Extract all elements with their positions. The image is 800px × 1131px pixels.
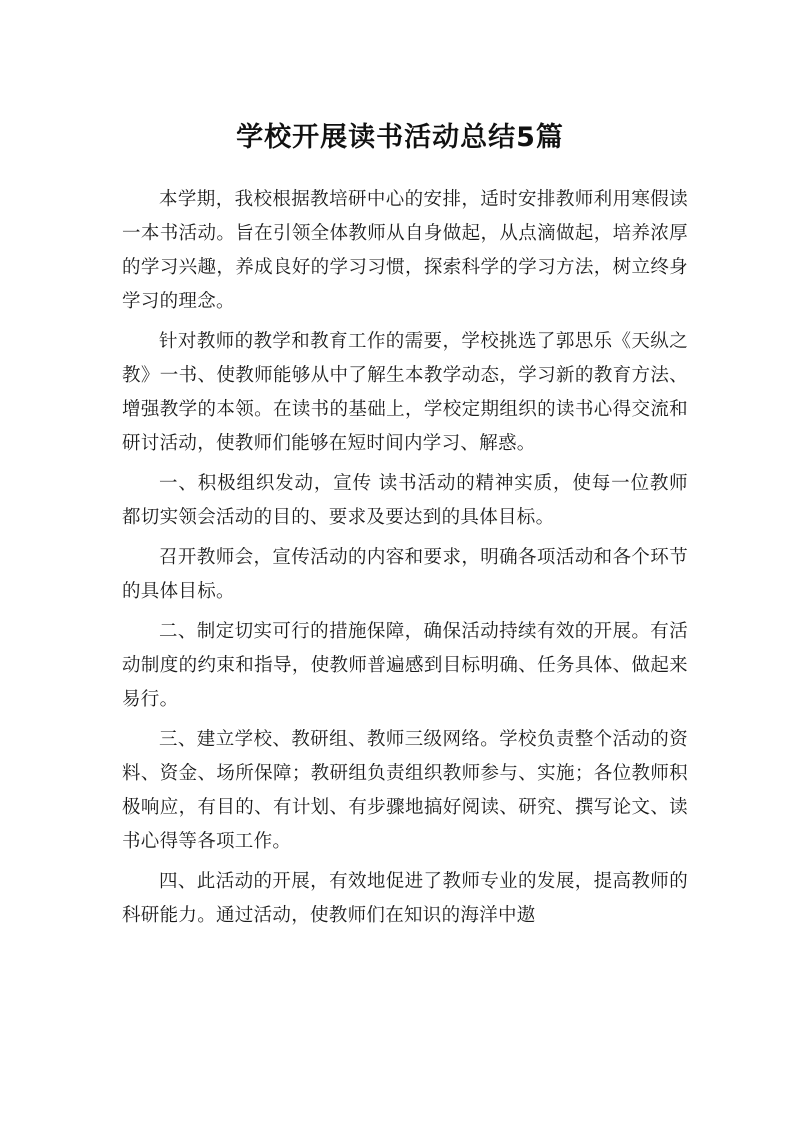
document-body (122, 183, 688, 939)
paragraph-1: 本学期，我校根据教培研中心的安排，适时安排教师利用寒假读一本书活动。旨在引领全体教师从自身做起，从点滴做起，培养浓厚的学习兴趣，养成良好的学习习惯，探索科学的学习方法，树立终身学习的理念。 (122, 189, 688, 312)
paragraph-4: 召开教师会，宣传活动的内容和要求，明确各项活动和各个环节的具体目标。 (122, 547, 688, 602)
paragraph-5: 二、制定切实可行的措施保障，确保活动持续有效的开展。有活动制度的约束和指导，使教师普遍感到目标明确、任务具体、做起来易行。 (122, 621, 688, 710)
paragraph-7: 四、此活动的开展，有效地促进了教师专业的发展，提高教师的科研能力。通过活动，使教师们在知识的海洋中遨 (122, 871, 688, 926)
document-title: 学校开展读书活动总结5篇 (236, 122, 564, 154)
paragraph-3: 一、积极组织发动，宣传 读书活动的精神实质，使每一位教师都切实领会活动的目的、要求及要达到的具体目标。 (122, 473, 688, 528)
paragraph-2: 针对教师的教学和教育工作的需要，学校挑选了郭思乐《天纵之教》一书、使教师能够从中了解生本教学动态，学习新的教育方法、增强教学的本领。在读书的基础上，学校定期组织的读书心得交流和研讨活动，使教师们能够在短时间内学习、解惑。 (122, 331, 688, 454)
paragraph-6: 三、建立学校、教研组、教师三级网络。学校负责整个活动的资料、资金、场所保障；教研组负责组织教师参与、实施；各位教师积极响应，有目的、有计划、有步骤地搞好阅读、研究、撰写论文、读书心得等各项工作。 (122, 729, 688, 852)
